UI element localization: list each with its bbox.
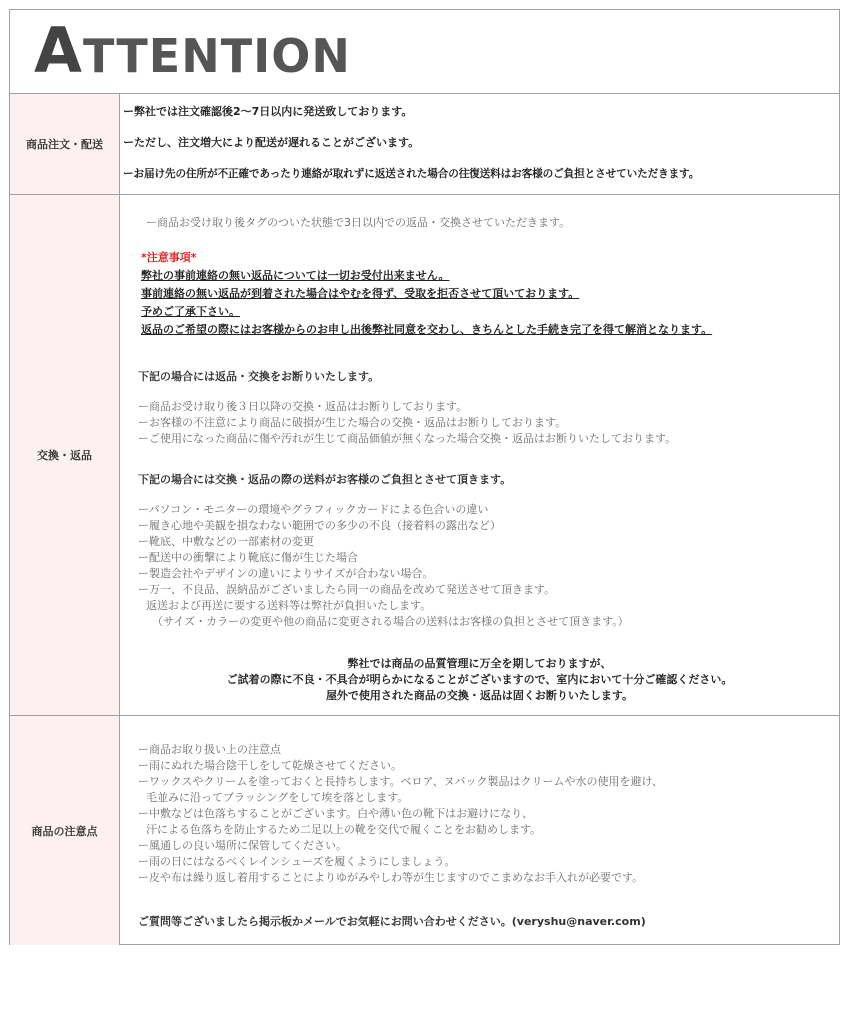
order-line: ー弊社では注文確認後2～7日以内に発送致しております。: [123, 105, 413, 118]
care-line: 汗による色落ちを防止するため二足以上の靴を交代で履くことをお勧めします。: [146, 823, 542, 836]
shipping-note: 返送および再送に要する送料等は弊社が負担いたします。: [146, 599, 432, 612]
closing-line: ご試着の際に不良・不具合が明らかになることがございますので、室内において十分ご確認ください。: [226, 673, 733, 686]
order-line: ーお届け先の住所が不正確であったり連絡が取れずに返送された場合の往復送料はお客様のご負担とさせていただきます。: [123, 168, 700, 180]
shipping-line: ー配送中の衝撃により靴底に傷が生じた場合: [138, 551, 358, 564]
shipping-line: ーパソコン・モニターの環境やグラフィックカードによる色合いの違い: [138, 503, 489, 516]
section-label-order: 商品注文・配送: [10, 94, 120, 194]
notice-line: 返品のご希望の際にはお客様からのお申し出後弊社同意を交わし、きちんとした手続き完了を得て解消となります。: [141, 323, 713, 336]
exchange-intro: ー商品お受け取り後タグのついた状態で3日以内での返品・交換させていただきます。: [146, 216, 571, 229]
section-product-care: [10, 716, 839, 945]
refuse-line: ーお客様の不注意により商品に破損が生じた場合の交換・返品はお断りしております。: [138, 416, 567, 429]
closing-line: 弊社では商品の品質管理に万全を期しておりますが、: [347, 657, 612, 670]
care-line: ー中敷などは色落ちすることがございます。白や薄い色の靴下はお避けになり、: [138, 807, 534, 820]
care-line: ー風通しの良い場所に保管してください。: [138, 839, 347, 852]
notice-line: 予めご了承下さい。: [141, 305, 240, 318]
title-initial: A: [34, 14, 83, 87]
care-line: ー雨の日にはなるべくレインシューズを履くようにしましょう。: [138, 855, 456, 868]
care-line: ー商品お取り扱い上の注意点: [138, 743, 281, 756]
shipping-line: ー履き心地や美観を損なわない範囲での多少の不良（接着料の露出など）: [138, 519, 501, 532]
refuse-line: ーご使用になった商品に傷や汚れが生じて商品価値が無くなった場合交換・返品はお断りいたしております。: [138, 432, 677, 445]
shipping-line: ー靴底、中敷などの一部素材の変更: [138, 535, 314, 548]
section-content-exchange: [120, 195, 839, 715]
page-title: [34, 14, 351, 87]
notice-line: 事前連絡の無い返品が到着された場合はやむを得ず、受取を拒否させて頂いております。: [141, 287, 580, 300]
notice-title: *注意事項*: [141, 251, 197, 264]
refuse-title: 下記の場合には返品・交換をお断りいたします。: [138, 370, 380, 383]
care-line: ー雨にぬれた場合陰干しをして乾燥させてください。: [138, 759, 402, 772]
attention-header: [10, 10, 839, 94]
care-line: ーワックスやクリームを塗っておくと長持ちします。ベロア、ヌバック製品はクリームや水の使用を避け、: [138, 775, 664, 788]
notice-line: 弊社の事前連絡の無い返品については一切お受付出来ません。: [141, 269, 450, 282]
section-content-care: [120, 716, 839, 945]
section-exchange-return: [10, 195, 839, 716]
section-order-shipping: [10, 94, 839, 195]
section-label-care: 商品の注意点: [10, 716, 120, 945]
closing-line: 屋外で使用された商品の交換・返品は固くお断りいたします。: [325, 689, 634, 702]
section-content-order: [120, 94, 839, 194]
shipping-title: 下記の場合には交換・返品の際の送料がお客様のご負担とさせて頂きます。: [138, 473, 512, 486]
title-rest: TTENTION: [82, 29, 351, 83]
shipping-note: （サイズ・カラーの変更や他の商品に変更される場合の送料はお客様の負担とさせて頂きます。）: [152, 615, 629, 628]
contact-line: ご質問等ございましたら掲示板かメールでお気軽にお問い合わせください。(veryshu@naver.com): [138, 915, 646, 928]
care-line: ー皮や布は繰り返し着用することによりゆがみやしわ等が生じますのでこまめなお手入れが必要です。: [138, 871, 644, 884]
attention-panel: [9, 9, 840, 945]
care-line: 毛並みに沿ってブラッシングをして埃を落とします。: [146, 791, 409, 804]
shipping-line: ー万一、不良品、誤納品がございましたら同一の商品を改めて発送させて頂きます。: [138, 583, 556, 596]
section-label-exchange: 交換・返品: [10, 195, 120, 715]
order-line: ーただし、注文増大により配送が遅れることがございます。: [123, 136, 420, 149]
refuse-line: ー商品お受け取り後３日以降の交換・返品はお断りしております。: [138, 400, 468, 413]
shipping-line: ー製造会社やデザインの違いによりサイズが合わない場合。: [138, 567, 434, 580]
